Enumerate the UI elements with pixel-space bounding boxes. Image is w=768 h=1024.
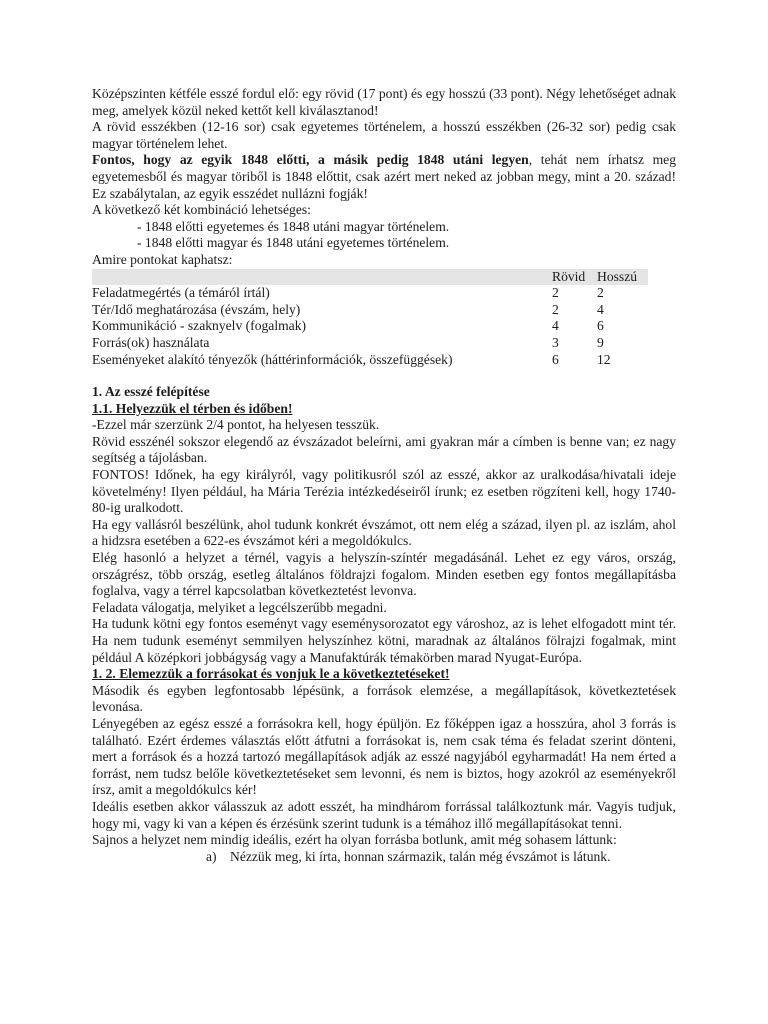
intro-rule-bold: Fontos, hogy az egyik 1848 előtti, a másik pedig 1848 utáni legyen [92, 152, 529, 168]
paragraph: Rövid esszénél sokszor elegendő az évszázadot beleírni, ami gyakran már a címben is benne van; ez nagy segítség a tájolásban. [92, 433, 676, 466]
table-cell: 6 [597, 318, 604, 334]
table-cell: Forrás(ok) használata [92, 334, 210, 350]
table-row [92, 302, 648, 319]
table-cell: 4 [552, 318, 559, 334]
score-table [92, 269, 648, 369]
table-cell: 2 [597, 285, 604, 301]
table-cell: Eseményeket alakító tényezők (háttérinformációk, összefüggések) [92, 351, 453, 367]
score-table-header-cell: Hosszú [597, 268, 638, 284]
score-table-header-cell: Rövid [552, 268, 586, 284]
list-item-text: Nézzük meg, ki írta, honnan származik, talán még évszámot is látunk. [230, 848, 611, 864]
table-row [92, 335, 648, 352]
intro-paragraph-1: Középszinten kétféle esszé fordul elő: egy rövid (17 pont) és egy hosszú (33 pont). Négy lehetőséget adnak meg, amelyek közül neked kettőt kell kiválasztanod! [92, 86, 676, 118]
paragraph: Elég hasonló a helyzet a térnél, vagyis a helyszín-színtér megadásánál. Lehet ez egy város, ország, országrész, több ország, esetleg általános földrajzi fogalom. Minden esetben egy fontos megállapításba foglalva, vagy a térrel kapcsolatban következtetést levonva. [92, 550, 676, 599]
subsection-1-2-heading: 1. 2. Elemezzük a forrásokat és vonjuk le a következtetéseket! [92, 666, 450, 682]
table-cell: 2 [552, 301, 559, 317]
spacer [92, 368, 676, 384]
intro-paragraph-2: A rövid esszékben (12-16 sor) csak egyetemes történelem, a hosszú esszékben (26-32 sor) pedig csak magyar történelem lehet. [92, 119, 676, 151]
document-body [92, 86, 676, 865]
table-row [92, 352, 648, 369]
paragraph: Feladata válogatja, melyiket a legcélszerűbb megadni. [92, 599, 387, 615]
paragraph: Lényegében az egész esszé a forrásokra kell, hogy épüljön. Ez főképpen igaz a hosszúra, ahol 3 forrás is található. Ezért érdemes választás előtt átfutni a forrásokat is, nem csak téma és feladat szerint dönteni, mert a források és a hozzá tartozó megállapítások adják az esszé nagyjából egyharmadát! Ha nem érted a forrást, nem tudsz belőle következtetéseket sem levonni, és nem is biztos, hogy azokról az eseményekről írsz, amit a megoldókulcs kér! [92, 715, 676, 798]
table-cell: Tér/Idő meghatározása (évszám, hely) [92, 301, 301, 317]
list-marker: a) [206, 848, 217, 864]
paragraph: Ha egy vallásról beszélünk, ahol tudunk konkrét évszámot, ott nem elég a század, ilyen pl. az iszlám, ahol a hidzsra esetében a 622-es évszámot kéri a megoldókulcs. [92, 516, 676, 549]
list-item [92, 849, 676, 866]
table-row [92, 318, 648, 335]
table-cell: 4 [597, 301, 604, 317]
table-cell: 2 [552, 285, 559, 301]
section-1-heading: 1. Az esszé felépítése [92, 384, 210, 400]
table-cell: 12 [597, 351, 611, 367]
intro-paragraph-3 [92, 152, 676, 202]
score-table-header-cell [92, 269, 552, 286]
combination-2: - 1848 előtti magyar és 1848 utáni egyetemes történelem. [137, 235, 450, 251]
paragraph: Második és egyben legfontosabb lépésünk, a források elemzése, a megállapítások, következtetések levonása. [92, 682, 676, 715]
table-row [92, 285, 648, 302]
intro-rule-rest: , tehát nem írhatsz meg egyetemesből és magyar töriből is 1848 előttit, csak azért mert neked az jobban megy, mint a 20. század! Ez szabálytalan, az egyik esszédet nullázni fogják! [92, 152, 676, 201]
intro-paragraph-5: Amire pontokat kaphatsz: [92, 251, 233, 267]
subsection-1-1-heading: 1.1. Helyezzük el térben és időben! [92, 400, 293, 416]
table-cell: 9 [597, 334, 604, 350]
paragraph: Sajnos a helyzet nem mindig ideális, ezért ha olyan forrásba botlunk, amit még sohasem láttunk: [92, 832, 617, 848]
table-cell: Feladatmegértés (a témáról írtál) [92, 285, 270, 301]
paragraph: -Ezzel már szerzünk 2/4 pontot, ha helyesen tesszük. [92, 417, 380, 433]
paragraph: Ha tudunk kötni egy fontos eseményt vagy eseménysorozatot egy városhoz, az is lehet elfogadott mint tér. Ha nem tudunk eseményt semmilyen helyszínhez kötni, maradnak az általános fölrajzi fogalmak, mint például A középkori jobbágyság vagy a Manufaktúrák témakörben marad Nyugat-Európa. [92, 616, 676, 665]
table-cell: Kommunikáció - szaknyelv (fogalmak) [92, 318, 307, 334]
table-cell: 3 [552, 334, 559, 350]
paragraph: Ideális esetben akkor válasszuk az adott esszét, ha mindhárom forrással találkoztunk már. Vagyis tudjuk, hogy mi, vagy ki van a képen és érzésünk szerint tudunk is a témához illő megállapításokat tenni. [92, 798, 676, 831]
intro-paragraph-4: A következő két kombináció lehetséges: [92, 202, 311, 218]
table-cell: 6 [552, 351, 559, 367]
paragraph: FONTOS! Időnek, ha egy királyról, vagy politikusról szól az esszé, akkor az uralkodása/hivatali ideje követelmény! Ilyen például, ha Mária Terézia intézkedéseiről írunk; ez esetben rögzíteni kell, hogy 1740-80-ig uralkodott. [92, 467, 676, 516]
score-table-header [92, 269, 648, 286]
combination-1: - 1848 előtti egyetemes és 1848 utáni magyar történelem. [137, 218, 450, 234]
